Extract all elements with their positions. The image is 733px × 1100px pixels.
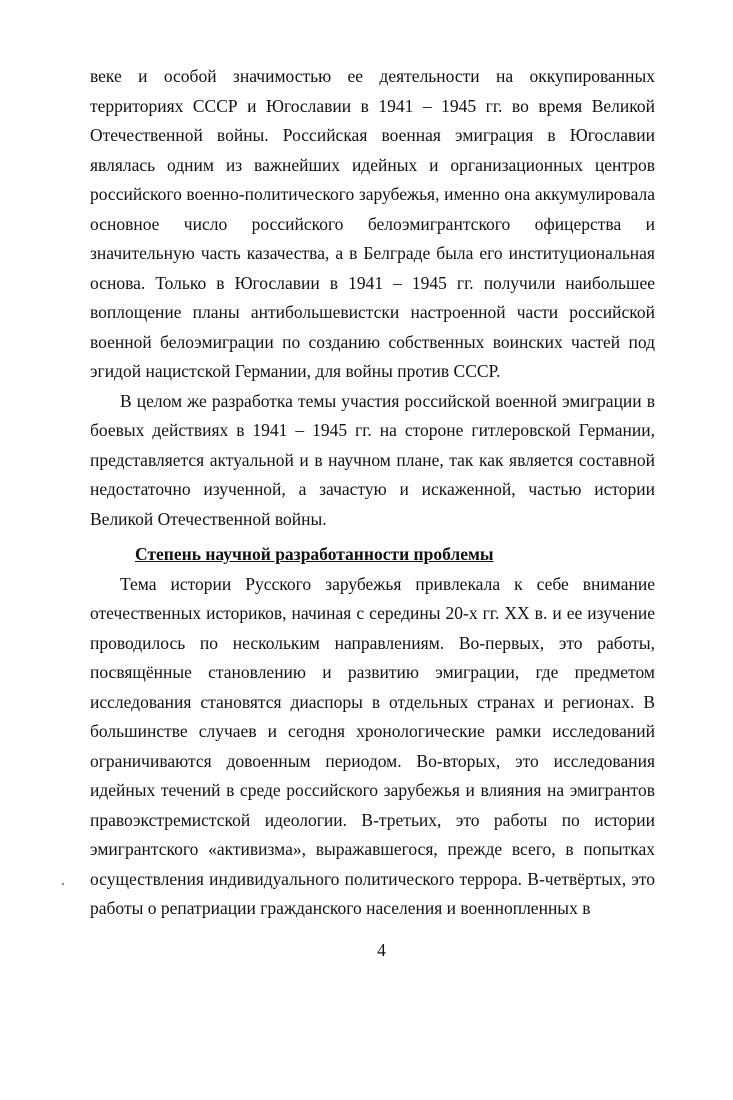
page-number-footer	[0, 940, 733, 961]
page-body	[90, 62, 655, 924]
body-paragraph-1: веке и особой значимостью ее деятельности на оккупированных территориях СССР и Югославии в 1941 – 1945 гг. во время Великой Отечественной войны. Российская военная эмиграция в Югославии являлась одним из важнейших идейных и организационных центров российского военно-политического зарубежья, именно она аккумулировала основное число российского белоэмигрантского офицерства и значительную часть казачества, а в Белграде была его институциональная основа. Только в Югославии в 1941 – 1945 гг. получили наибольшее воплощение планы антибольшевистски настроенной части российской военной белоэмиграции по созданию собственных воинских частей под эгидой нацистской Германии, для войны против СССР.	[90, 66, 655, 381]
section-heading: Степень научной разработанности проблемы	[135, 544, 494, 564]
body-paragraph-3: Тема истории Русского зарубежья привлекала к себе внимание отечественных историков, начиная с середины 20-х гг. XX в. и ее изучение проводилось по нескольким направлениям. Во-первых, это работы, посвящённые становлению и развитию эмиграции, где предметом исследования становятся диаспоры в отдельных странах и регионах. В большинстве случаев и сегодня хронологические рамки исследований ограничиваются довоенным периодом. Во-вторых, это исследования идейных течений в среде российского зарубежья и влияния на эмигрантов правоэкстремистской идеологии. В-третьих, это работы по истории эмигрантского «активизма», выражавшегося, прежде всего, в попытках осуществления индивидуального политического террора. В-четвёртых, это работы о репатриации гражданского населения и военнопленных в	[90, 573, 655, 918]
page-number: 4	[377, 940, 386, 960]
scan-speck	[62, 883, 64, 885]
body-paragraph-2: В целом же разработка темы участия российской военной эмиграции в боевых действиях в 1941 – 1945 гг. на стороне гитлеровской Германии, представляется актуальной и в научном плане, так как является составной недостаточно изученной, а зачастую и искаженной, частью истории Великой Отечественной войны.	[90, 390, 655, 529]
